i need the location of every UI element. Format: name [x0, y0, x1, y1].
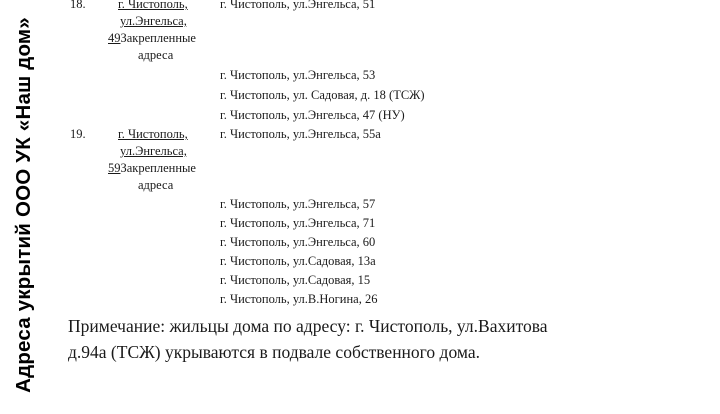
address-item: г. Чистополь, ул. Садовая, д. 18 (ТСЖ): [220, 88, 425, 102]
note-line-1: Примечание: жильцы дома по адресу: г. Чистополь, ул.Вахитова: [68, 316, 548, 336]
side-banner-text: Адреса укрытий ООО УК «Наш дом»: [12, 17, 35, 393]
address-item: г. Чистополь, ул.Энгельса, 60: [220, 235, 376, 249]
shelter-house: 49: [108, 31, 121, 45]
shelter-suffix: Закрепленные: [120, 31, 196, 45]
address-item: г. Чистополь, ул.Энгельса, 71: [220, 216, 376, 230]
address-item: г. Чистополь, ул.Энгельса, 53: [220, 68, 376, 82]
shelter-house: 59: [108, 161, 121, 175]
note-line-2: д.94а (ТСЖ) укрываются в подвале собственного дома.: [68, 342, 480, 362]
address-item: г. Чистополь, ул.В.Ногина, 26: [220, 292, 378, 306]
address-item: г. Чистополь, ул.Энгельса, 47 (НУ): [220, 108, 405, 122]
shelter-street: ул.Энгельса,: [120, 144, 187, 158]
address-item: г. Чистополь, ул.Садовая, 13а: [220, 254, 376, 268]
shelter-suffix: Закрепленные: [120, 161, 196, 175]
shelter-suffix2: адреса: [138, 48, 174, 62]
shelter-city: г. Чистополь,: [118, 127, 188, 141]
shelter-house-line: [108, 160, 196, 176]
address-item: г. Чистополь, ул.Садовая, 15: [220, 273, 371, 287]
shelter-house-line: [108, 30, 196, 46]
entry-number: 19.: [70, 127, 86, 141]
address-item: г. Чистополь, ул.Энгельса, 57: [220, 197, 376, 211]
shelter-suffix2: адреса: [138, 178, 174, 192]
address-item: г. Чистополь, ул.Энгельса, 51: [220, 0, 376, 11]
entry-number: 18.: [70, 0, 86, 11]
shelter-street: ул.Энгельса,: [120, 14, 187, 28]
shelter-city: г. Чистополь,: [118, 0, 188, 11]
address-item: г. Чистополь, ул.Энгельса, 55а: [220, 127, 381, 141]
